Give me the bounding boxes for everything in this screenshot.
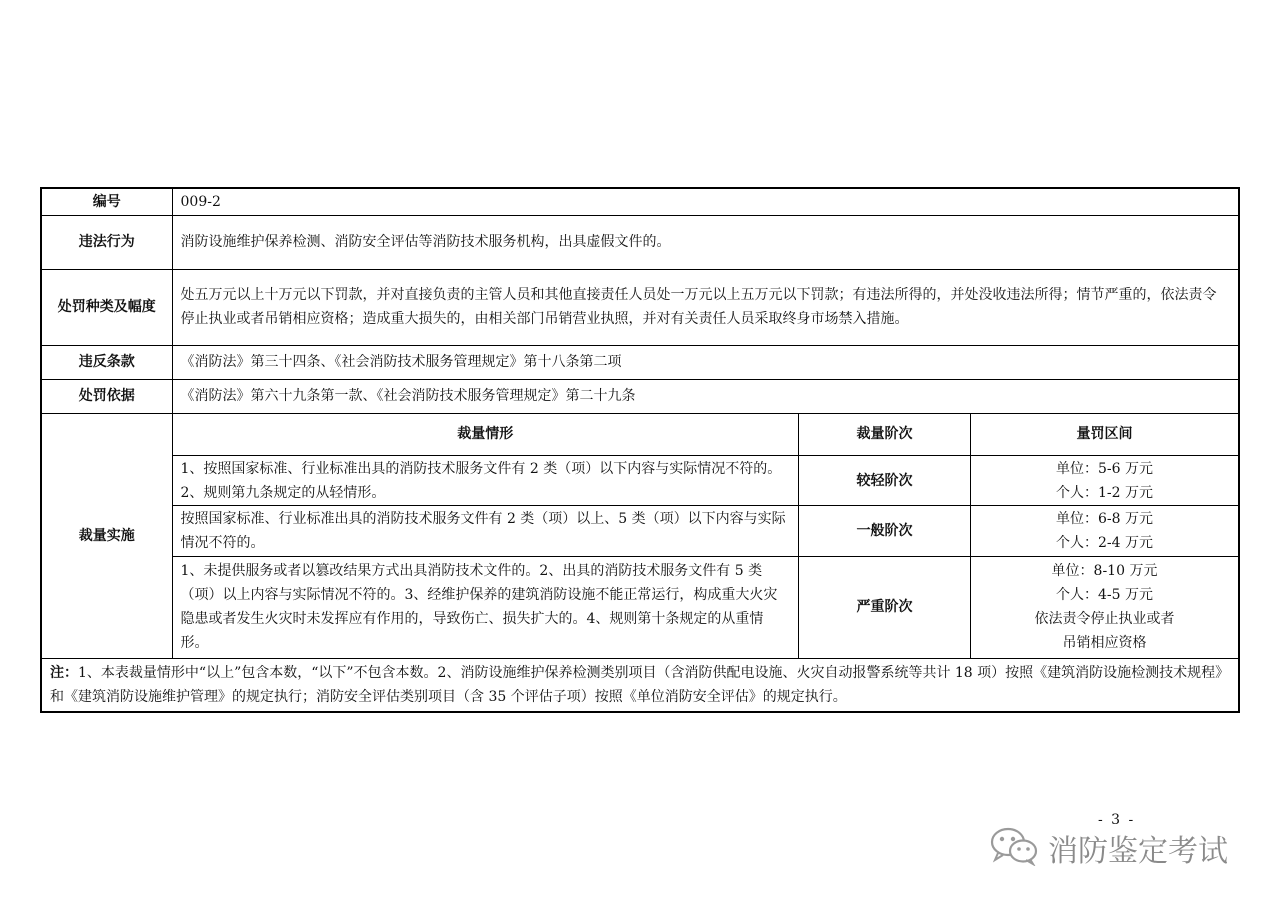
level-light: 较轻阶次 [799,456,971,506]
row-note [41,658,1239,712]
range-light [971,456,1239,506]
value-clause: 《消防法》第三十四条、《社会消防技术服务管理规定》第十八条第二项 [172,345,1239,379]
label-basis: 处罚依据 [41,379,172,413]
note-text: 1、本表裁量情形中“以上”包含本数，“以下”不包含本数。2、消防设施维护保养检测类别项目（含消防供配电设施、火灾自动报警系统等共计 18 项）按照《建筑消防设施检测技术规程》和《建筑消防设施维护管理》的规定执行；消防安全评估类别项目（含 35 个评估子项）按照《单位消防安全评估》的规定执行。 [50,664,1230,705]
range-line: 个人：2-4 万元 [1056,535,1153,551]
row-violation [41,215,1239,269]
discretion-header-row [173,414,1239,456]
discretion-row-general [173,506,1239,557]
value-violation: 消防设施维护保养检测、消防安全评估等消防技术服务机构，出具虚假文件的。 [172,215,1239,269]
header-range: 量罚区间 [971,414,1239,456]
situation-severe: 1、未提供服务或者以篡改结果方式出具消防技术文件的。2、出具的消防技术服务文件有 5 类（项）以上内容与实际情况不符的。3、经维护保养的建筑消防设施不能正常运行，构成重大火灾隐患或者发生火灾时未发挥应有作用的，导致伤亡、损失扩大的。4、规则第十条规定的从重情形。 [173,557,799,658]
row-clause [41,345,1239,379]
value-basis: 《消防法》第六十九条第一款、《社会消防技术服务管理规定》第二十九条 [172,379,1239,413]
range-line: 吊销相应资格 [1062,635,1147,652]
situation-general: 按照国家标准、行业标准出具的消防技术服务文件有 2 类（项）以上、5 类（项）以下内容与实际情况不符的。 [173,506,799,557]
row-penalty [41,269,1239,345]
watermark [988,826,1228,870]
range-line: 单位：6-8 万元 [1056,511,1153,527]
label-clause: 违反条款 [41,345,172,379]
row-basis [41,379,1239,413]
value-id: 009-2 [172,188,1239,215]
label-id: 编号 [41,188,172,215]
situation-light: 1、按照国家标准、行业标准出具的消防技术服务文件有 2 类（项）以下内容与实际情况不符的。2、规则第九条规定的从轻情形。 [173,456,799,506]
level-general: 一般阶次 [799,506,971,557]
discretion-row-light [173,456,1239,506]
row-discretion [41,413,1239,658]
range-line: 单位：8-10 万元 [1051,563,1158,580]
level-severe: 严重阶次 [799,557,971,658]
label-penalty: 处罚种类及幅度 [41,269,172,345]
discretion-cell [172,413,1239,658]
range-line: 个人：1-2 万元 [1056,484,1153,501]
range-general [971,506,1239,557]
header-situation: 裁量情形 [173,414,799,456]
discretion-table [173,414,1239,658]
note-cell [41,658,1239,712]
discretion-row-severe [173,557,1239,658]
penalty-standard-table [40,187,1240,713]
label-discretion: 裁量实施 [41,413,172,658]
range-severe [971,557,1239,658]
header-level: 裁量阶次 [799,414,971,456]
page-number: - 3 - [1098,812,1136,828]
value-penalty: 处五万元以上十万元以下罚款，并对直接负责的主管人员和其他直接责任人员处一万元以上五万元以下罚款；有违法所得的，并处没收违法所得；情节严重的，依法责令停止执业或者吊销相应资格；造成重大损失的，由相关部门吊销营业执照，并对有关责任人员采取终身市场禁入措施。 [172,269,1239,345]
wechat-icon [988,826,1040,870]
watermark-text: 消防鉴定考试 [1048,834,1228,869]
range-line: 单位：5-6 万元 [1056,460,1153,477]
range-line: 个人：4-5 万元 [1056,587,1153,604]
note-prefix: 注： [50,664,78,681]
label-violation: 违法行为 [41,215,172,269]
row-id [41,188,1239,215]
range-line: 依法责令停止执业或者 [1034,611,1175,628]
